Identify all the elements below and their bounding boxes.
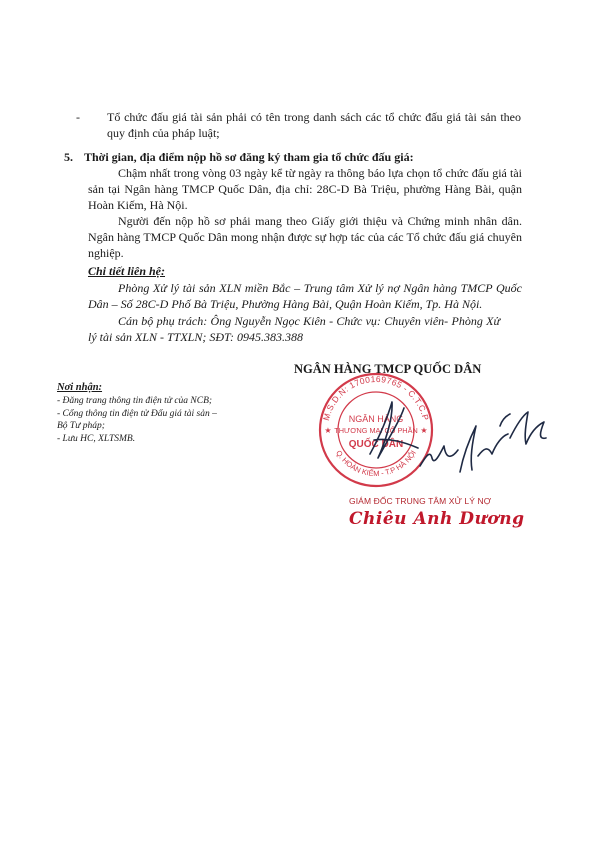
bank-name: NGÂN HÀNG TMCP QUỐC DÂN [294, 362, 482, 376]
signer-title: GIÁM ĐỐC TRUNG TÂM XỬ LÝ NỢ [349, 496, 492, 506]
section-para-1: Chậm nhất trong vòng 03 ngày kể từ ngày ra thông báo lựa chọn tổ chức đấu giá tài sản tại Ngân hàng TMCP Quốc Dân, địa chỉ: 28C-D Bà Triệu, phường Hàng Bài, quận Hoàn Kiếm, Hà Nội. [88, 166, 522, 212]
stamp-line-3: QUỐC DÂN [348, 439, 404, 450]
stamp-star: ★ [420, 426, 428, 435]
recipients-block [57, 381, 257, 445]
section-heading: Thời gian, địa điểm nộp hồ sơ đăng ký tham gia tổ chức đấu giá: [84, 150, 414, 164]
signer-name: Chiêu Anh Dương [349, 509, 525, 529]
section-number: 5. [64, 150, 73, 164]
handwritten-signature [360, 396, 560, 486]
contact-para-1: Phòng Xử lý tài sản XLN miền Bắc – Trung tâm Xử lý nợ Ngân hàng TMCP Quốc Dân – Số 28C-D Phố Bà Triệu, Phường Hàng Bài, Quận Hoàn Kiếm, Tp. Hà Nội. [88, 281, 522, 311]
stamp-line-2: THƯƠNG MẠI CỔ PHẦN [334, 426, 418, 435]
recipient-item: - Đăng trang thông tin điện tử của NCB; [57, 396, 213, 406]
bullet-dash: - [76, 110, 80, 124]
recipient-item: - Cổng thông tin điện tử Đấu giá tài sản – [57, 408, 217, 419]
stamp-line-1: NGÂN HÀNG [348, 414, 404, 424]
contact-para-2: Cán bộ phụ trách: Ông Nguyễn Ngọc Kiên - Chức vụ: Chuyên viên- Phòng Xử lý tài sản XLN - TTXLN; SĐT: 0945.383.388 [88, 314, 500, 344]
bullet-text: Tổ chức đấu giá tài sản phải có tên trong danh sách các tổ chức đấu giá tài sản theo quy định của pháp luật; [107, 110, 521, 140]
recipient-item: - Lưu HC, XLTSMB. [57, 433, 136, 444]
section-para-2: Người đến nộp hồ sơ phải mang theo Giấy giới thiệu và Chứng minh nhân dân. Ngân hàng TMCP Quốc Dân mong nhận được sự hợp tác của các Tổ chức đấu giá chuyên nghiệp. [88, 214, 522, 260]
recipients-heading: Nơi nhận: [57, 382, 103, 393]
stamp-top-text: M.S.D.N: 1700169765 - C.T.C.P [320, 373, 432, 422]
contact-heading: Chi tiết liên hệ: [88, 264, 166, 278]
stamp-bottom-text: Q. HOÀN KIẾM - T.P HÀ NỘI [334, 448, 418, 479]
recipient-item: Bộ Tư pháp; [57, 421, 105, 431]
stamp-star: ★ [324, 426, 332, 435]
